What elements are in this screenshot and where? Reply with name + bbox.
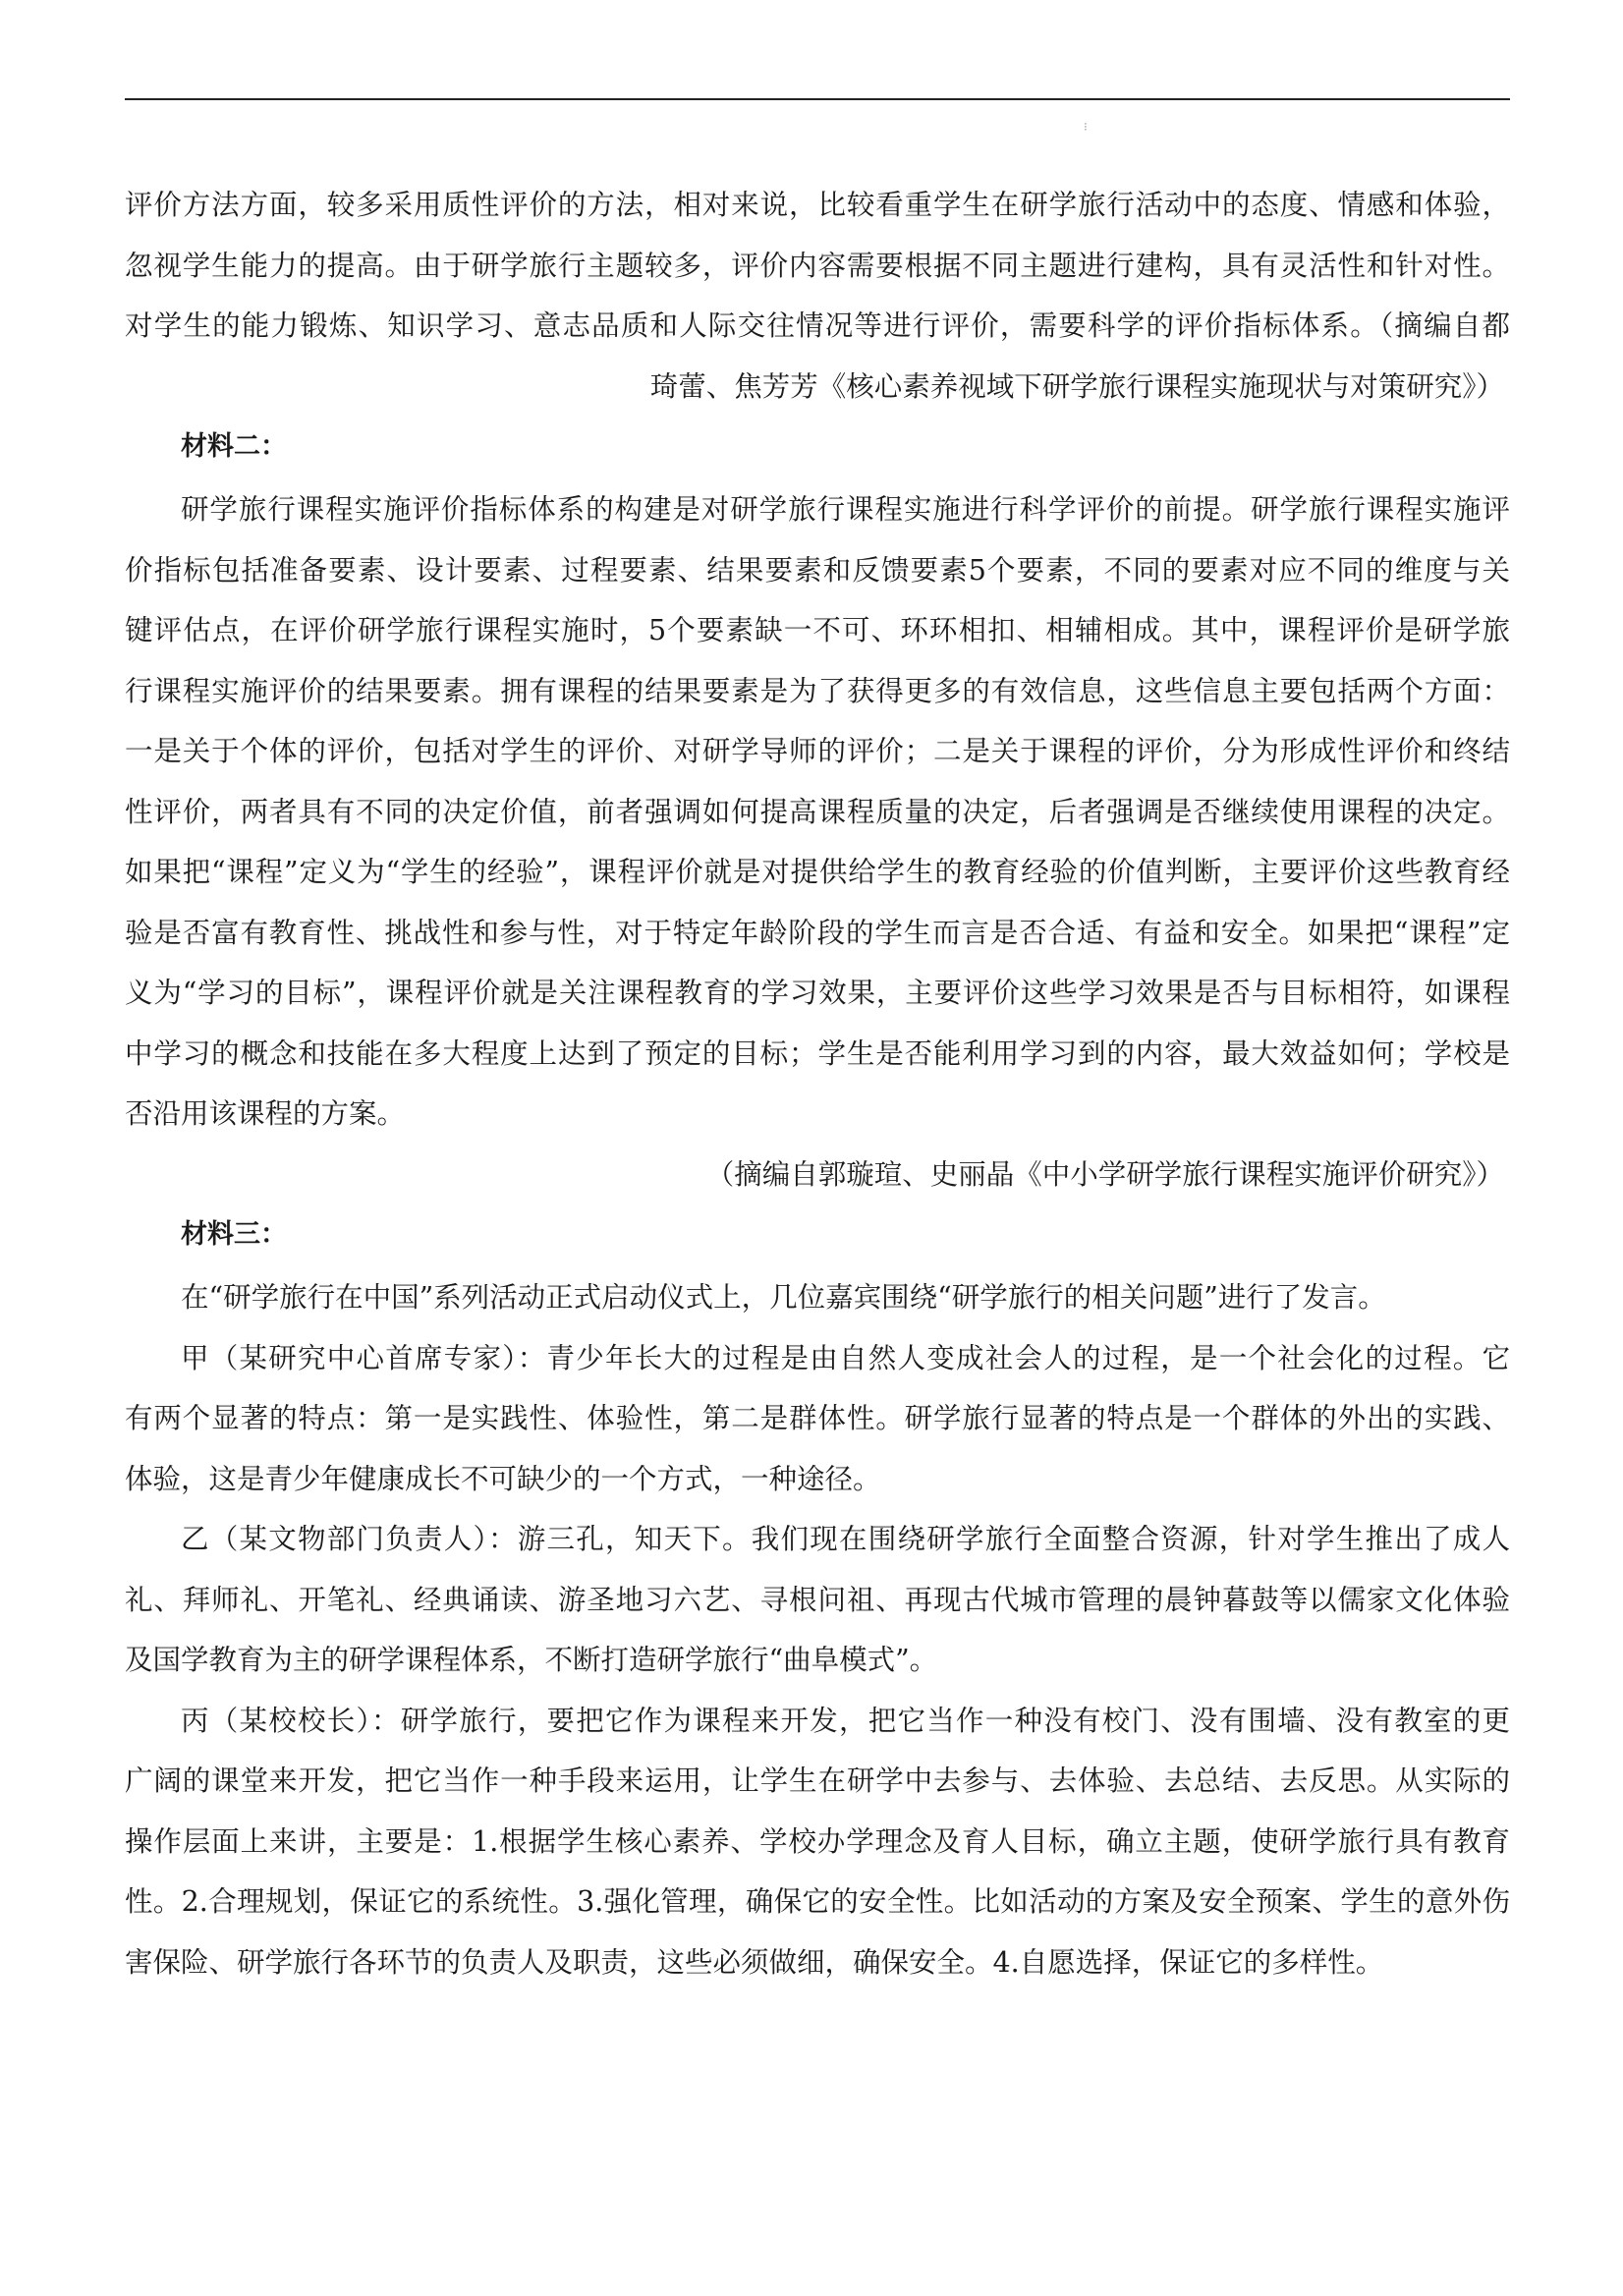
intro-line: 在“研学旅行在中国”系列活动正式启动仪式上，几位嘉宾围绕“研学旅行的相关问题”进行了发言。 <box>181 1281 1386 1314</box>
source-citation: 琦蕾、焦芳芳《核心素养视域下研学旅行课程实施现状与对策研究》） <box>649 369 1504 403</box>
text-line: 价指标包括准备要素、设计要素、过程要素、结果要素和反馈要素5个要素，不同的要素对应不同的维度与关 <box>125 553 1510 587</box>
source-citation: （摘编自郭璇瑄、史丽晶《中小学研学旅行课程实施评价研究》） <box>705 1157 1504 1191</box>
text-line: 甲（某研究中心首席专家）：青少年长大的过程是由自然人变成社会人的过程，是一个社会化的过程。它 <box>181 1341 1510 1374</box>
text-line: 一是关于个体的评价，包括对学生的评价、对研学导师的评价；二是关于课程的评价，分为形成性评价和终结 <box>125 735 1510 767</box>
material-two-heading: 材料二： <box>181 431 287 462</box>
text-line: 如果把“课程”定义为“学生的经验”，课程评价就是对提供给学生的教育经验的价值判断，主要评价这些教育经 <box>125 856 1510 888</box>
material-three-heading: 材料三： <box>181 1219 287 1250</box>
text-line: 研学旅行课程实施评价指标体系的构建是对研学旅行课程实施进行科学评价的前提。研学旅行课程实施评 <box>181 493 1510 526</box>
text-line: 性评价，两者具有不同的决定价值，前者强调如何提高课程质量的决定，后者强调是否继续使用课程的决定。 <box>125 795 1510 828</box>
text-line: 中学习的概念和技能在多大程度上达到了预定的目标；学生是否能利用学习到的内容，最大效益如何；学校是 <box>125 1036 1510 1070</box>
text-line: 键评估点，在评价研学旅行课程实施时，5个要素缺一不可、环环相扣、相辅相成。其中，课程评价是研学旅 <box>125 614 1510 646</box>
text-line: 行课程实施评价的结果要素。拥有课程的结果要素是为了获得更多的有效信息，这些信息主要包括两个方面： <box>125 674 1510 707</box>
header-rule <box>125 98 1510 100</box>
text-line: 验是否富有教育性、挑战性和参与性，对于特定年龄阶段的学生而言是否合适、有益和安全。如果把“课程”定 <box>125 916 1510 949</box>
text-line: 对学生的能力锻炼、知识学习、意志品质和人际交往情况等进行评价，需要科学的评价指标体系。（摘编自都 <box>125 309 1510 342</box>
text-line: 否沿用该课程的方案。 <box>125 1097 406 1130</box>
text-line: 广阔的课堂来开发，把它当作一种手段来运用，让学生在研学中去参与、去体验、去总结、去反思。从实际的 <box>125 1764 1510 1797</box>
text-line: 忽视学生能力的提高。由于研学旅行主题较多，评价内容需要根据不同主题进行建构，具有灵活性和针对性。 <box>125 249 1510 282</box>
text-line: 及国学教育为主的研学课程体系，不断打造研学旅行“曲阜模式”。 <box>125 1644 938 1676</box>
text-line: 乙（某文物部门负责人）：游三孔，知天下。我们现在围绕研学旅行全面整合资源，针对学生推出了成人 <box>181 1523 1510 1555</box>
text-line: 体验，这是青少年健康成长不可缺少的一个方式，一种途径。 <box>125 1462 881 1495</box>
page-marker: ⁝ <box>1084 120 1088 134</box>
text-line: 丙（某校校长）：研学旅行，要把它作为课程来开发，把它当作一种没有校门、没有围墙、没有教室的更 <box>181 1704 1510 1737</box>
text-line: 性。2.合理规划，保证它的系统性。3.强化管理，确保它的安全性。比如活动的方案及安全预案、学生的意外伤 <box>125 1885 1510 1918</box>
document-body <box>125 175 1510 1992</box>
text-line: 义为“学习的目标”，课程评价就是关注课程教育的学习效果，主要评价这些学习效果是否与目标相符，如课程 <box>125 977 1510 1009</box>
text-line: 评价方法方面，较多采用质性评价的方法，相对来说，比较看重学生在研学旅行活动中的态度、情感和体验， <box>125 189 1510 221</box>
text-line: 害保险、研学旅行各环节的负责人及职责，这些必须做细，确保安全。4.自愿选择，保证它的多样性。 <box>125 1945 1384 1979</box>
text-line: 有两个显著的特点：第一是实践性、体验性，第二是群体性。研学旅行显著的特点是一个群体的外出的实践、 <box>125 1402 1510 1434</box>
text-line: 礼、拜师礼、开笔礼、经典诵读、游圣地习六艺、寻根问祖、再现古代城市管理的晨钟暮鼓等以儒家文化体验 <box>125 1583 1510 1616</box>
text-line: 操作层面上来讲，主要是：1.根据学生核心素养、学校办学理念及育人目标，确立主题，使研学旅行具有教育 <box>125 1824 1510 1858</box>
